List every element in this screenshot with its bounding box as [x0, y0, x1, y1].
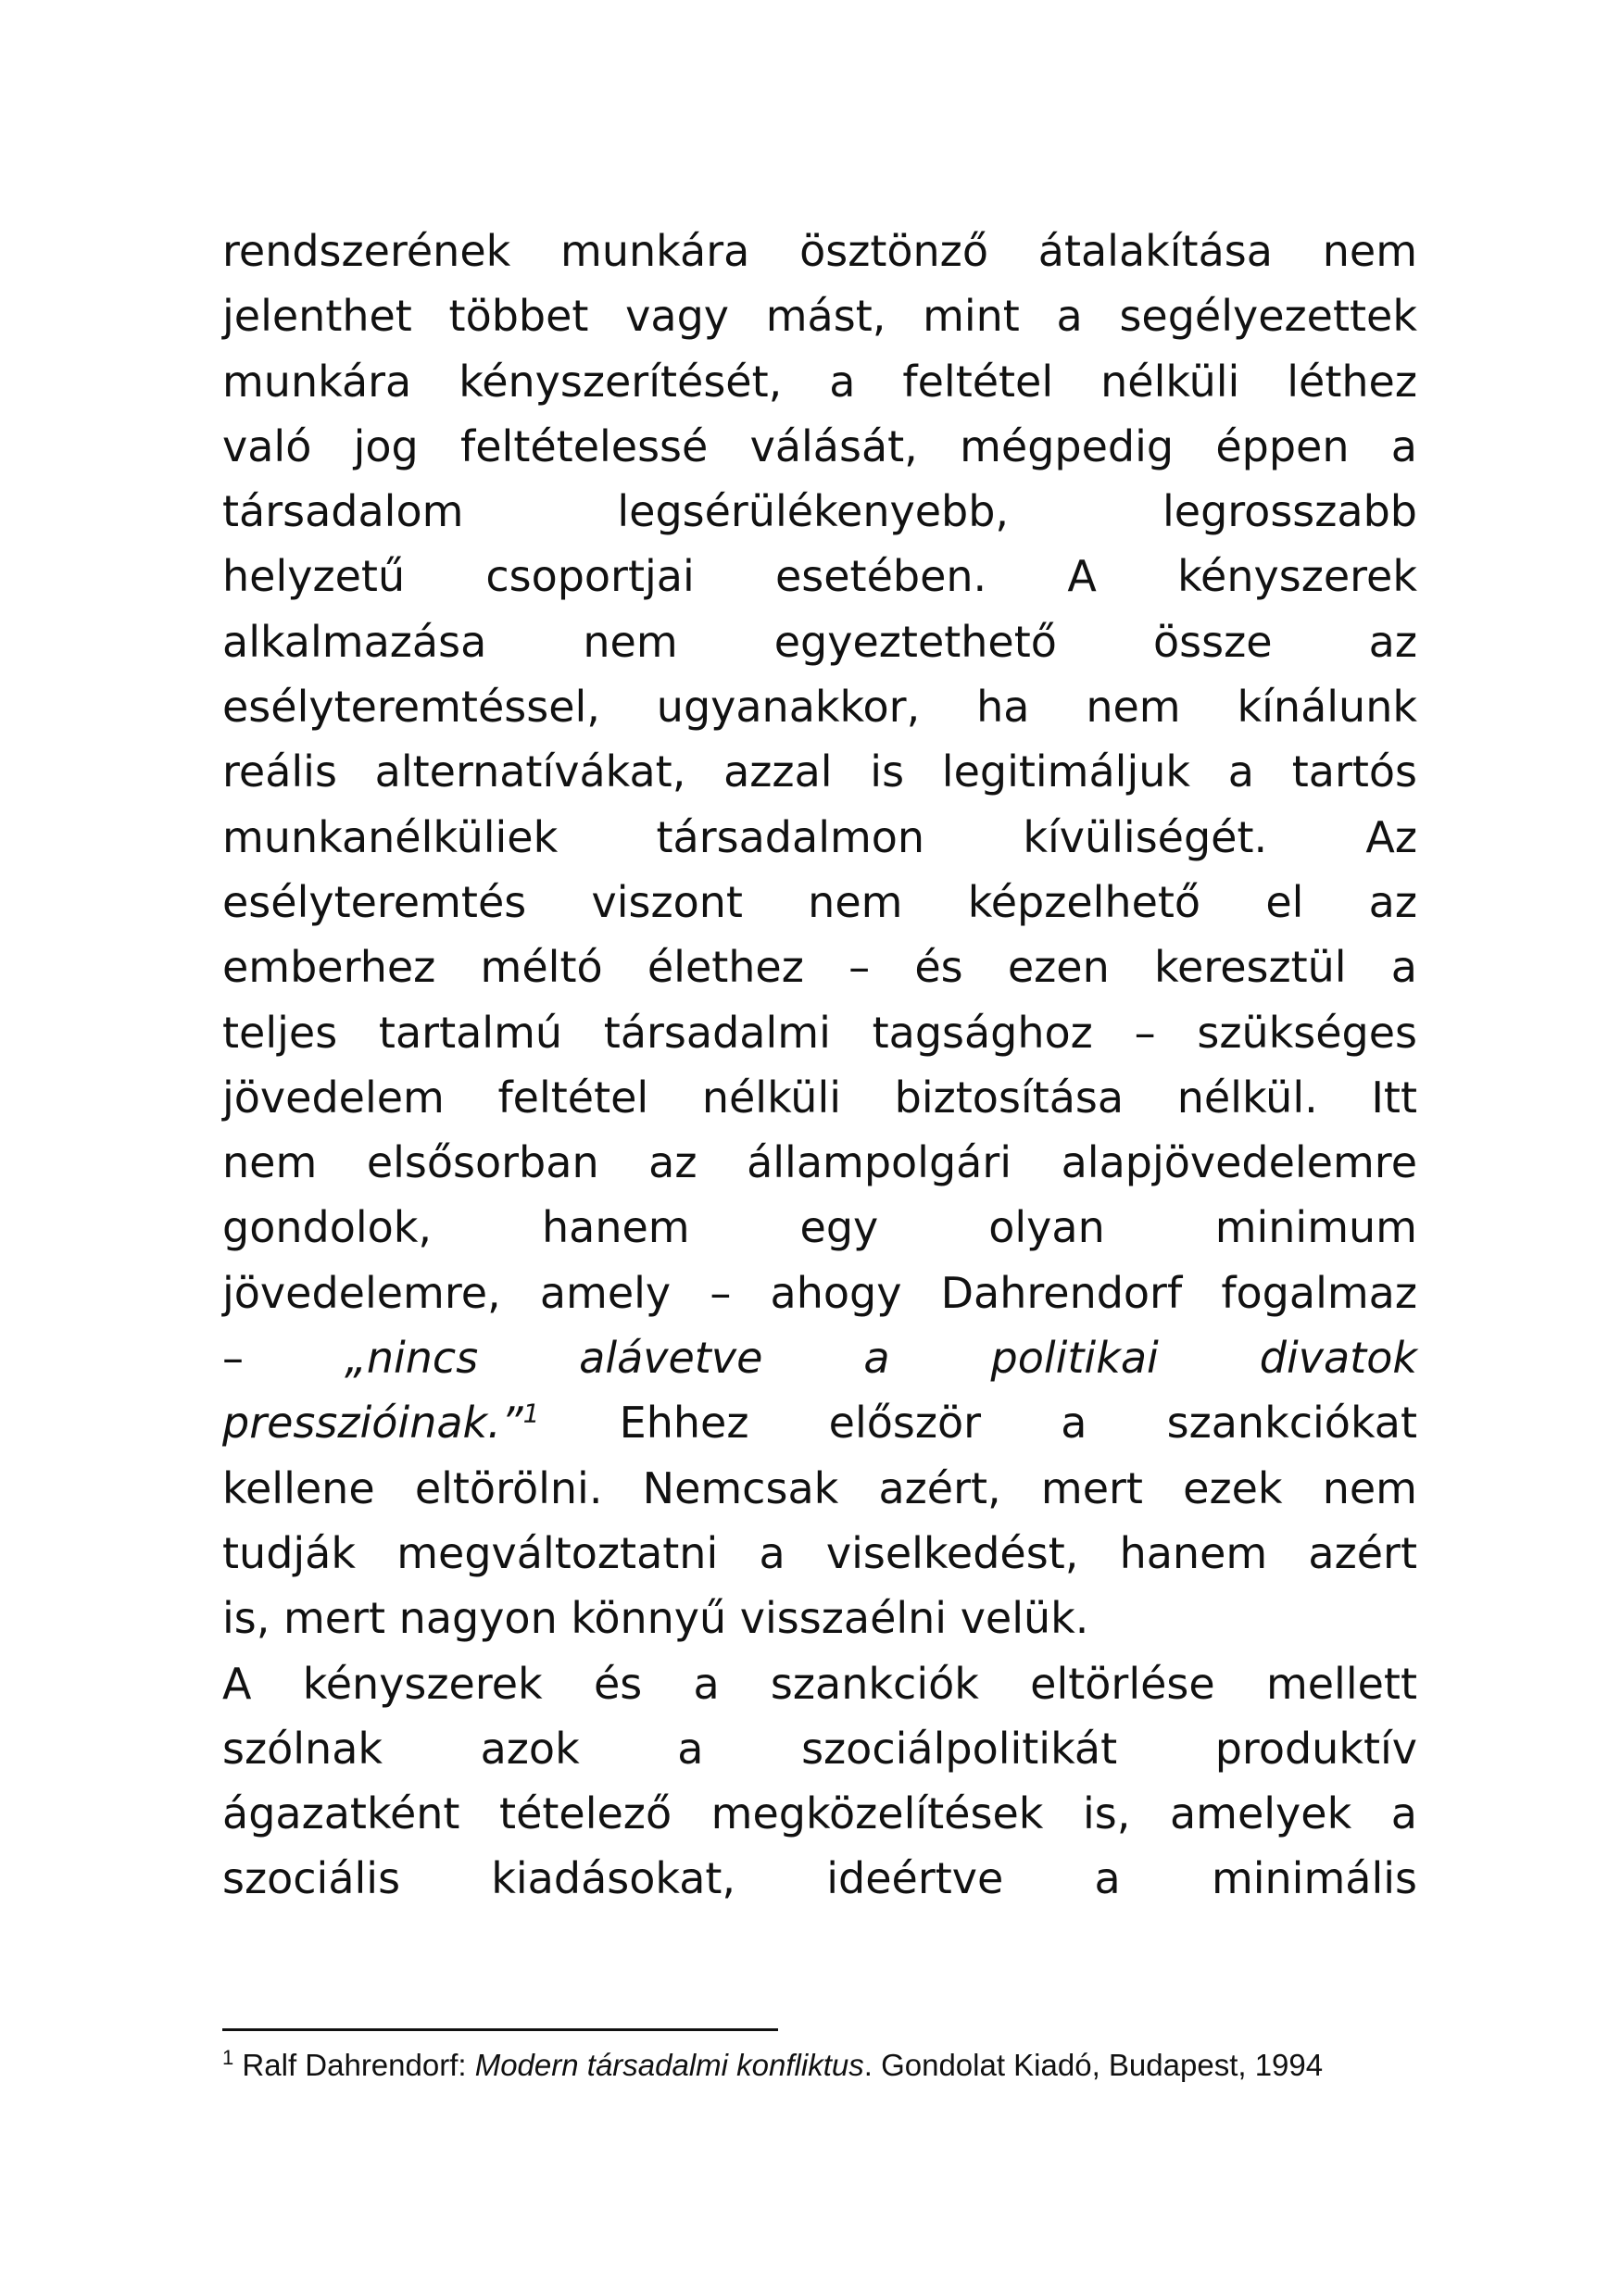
- text-line: gondolok, hanem egy olyan minimum: [222, 1202, 1417, 1253]
- footnote-title: Modern társadalmi konfliktus: [474, 2048, 864, 2082]
- footnote: [222, 2045, 1426, 2086]
- text-line: is, mert nagyon könnyű visszaélni velük.: [222, 1593, 1089, 1644]
- text-line: ágazatként tételező megközelítések is, amelyek a: [222, 1788, 1417, 1839]
- text-line: emberhez méltó élethez – és ezen keresztül a: [222, 942, 1417, 993]
- quote-end-text: presszióinak.”: [222, 1398, 523, 1449]
- text-line: nem elsősorban az állampolgári alapjövedelemre: [222, 1137, 1417, 1188]
- text-line: jövedelem feltétel nélküli biztosítása nélkül. Itt: [222, 1072, 1417, 1123]
- text-line: társadalom legsérülékenyebb, legrosszabb: [222, 486, 1417, 537]
- text-line: kellene eltörölni. Nemcsak azért, mert ezek nem: [222, 1462, 1417, 1513]
- text-line: tudják megváltoztatni a viselkedést, hanem azért: [222, 1527, 1417, 1578]
- footnote-reference: 1: [522, 1399, 540, 1430]
- text-line: esélyteremtés viszont nem képzelhető el az: [222, 876, 1417, 927]
- quote-text: „nincs alávetve a politikai divatok: [344, 1333, 1418, 1384]
- text-line: helyzetű csoportjai esetében. A kényszerek: [222, 551, 1417, 602]
- quote-line: [222, 1325, 1417, 1390]
- text-line: való jog feltételessé válását, mégpedig éppen a: [222, 420, 1417, 471]
- footnote-separator: [222, 2028, 778, 2031]
- footnote-publication: . Gondolat Kiadó, Budapest, 1994: [863, 2048, 1324, 2082]
- quote-end-continuation: Ehhez először a szankciókat: [619, 1398, 1417, 1449]
- text-line: jelenthet többet vagy mást, mint a segélyezettek: [222, 291, 1417, 342]
- text-line: reális alternatívákat, azzal is legitimáljuk a tartós: [222, 747, 1417, 797]
- text-line: szólnak azok a szociálpolitikát produktív: [222, 1723, 1417, 1774]
- text-line: munkára kényszerítését, a feltétel nélküli léthez: [222, 356, 1417, 407]
- footnote-number: 1: [222, 2046, 234, 2069]
- text-line: munkanélküliek társadalmon kívüliségét. Az: [222, 811, 1417, 862]
- quote-end-line: [222, 1390, 1417, 1455]
- text-line: alkalmazása nem egyeztethető össze az: [222, 616, 1417, 667]
- text-line: esélyteremtéssel, ugyanakkor, ha nem kínálunk: [222, 682, 1417, 733]
- footnote-author: Ralf Dahrendorf:: [242, 2048, 475, 2082]
- body-text: [222, 219, 1417, 1912]
- text-line: A kényszerek és a szankciók eltörlése mellett: [222, 1658, 1417, 1709]
- text-line: teljes tartalmú társadalmi tagsághoz – szükséges: [222, 1007, 1417, 1058]
- quote-dash: –: [222, 1333, 244, 1384]
- text-line: rendszerének munkára ösztönző átalakítása nem: [222, 226, 1417, 276]
- text-line: szociális kiadásokat, ideértve a minimális: [222, 1853, 1417, 1904]
- text-line: jövedelemre, amely – ahogy Dahrendorf fogalmaz: [222, 1267, 1417, 1318]
